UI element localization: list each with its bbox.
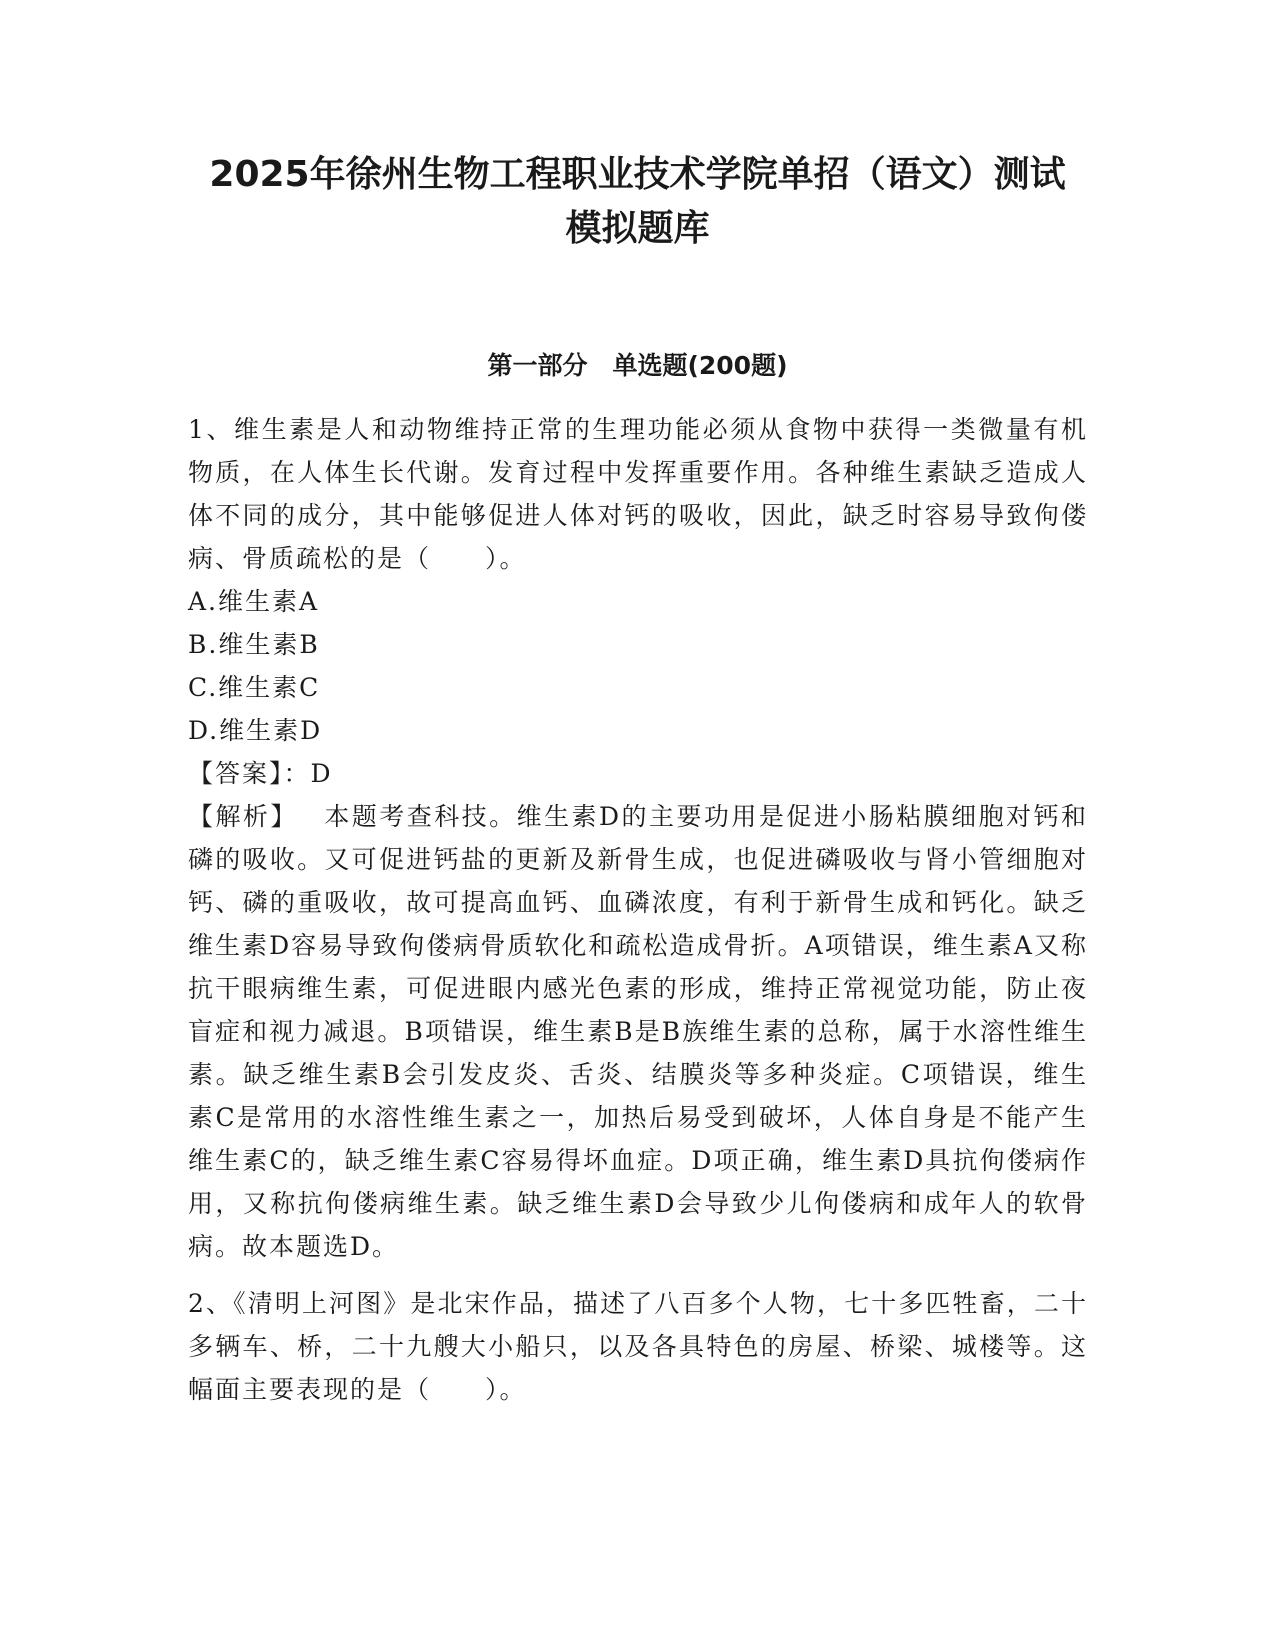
answer-label: 【答案】： xyxy=(188,759,311,788)
document-title xyxy=(150,148,1125,256)
answer-value: D xyxy=(310,759,333,788)
option-a: A.维生素A xyxy=(188,587,320,616)
question-list xyxy=(188,408,1088,1425)
question-stem: 1、维生素是人和动物维持正常的生理功能必须从食物中获得一类微量有机物质，在人体生长代谢。发育过程中发挥重要作用。各种维生素缺乏造成人体不同的成分，其中能够促进人体对钙的吸收，因此，缺乏时容易导致佝偻病、骨质疏松的是（ ）。 xyxy=(188,415,1088,573)
title-line-2: 模拟题库 xyxy=(565,208,710,249)
analysis-text: 本题考查科技。维生素D的主要功用是促进小肠粘膜细胞对钙和磷的吸收。又可促进钙盐的更新及新骨生成，也促进磷吸收与肾小管细胞对钙、磷的重吸收，故可提高血钙、血磷浓度，有利于新骨生成和钙化。缺乏维生素D容易导致佝偻病骨质软化和疏松造成骨折。A项错误，维生素A又称抗干眼病维生素，可促进眼内感光色素的形成，维持正常视觉功能，防止夜盲症和视力减退。B项错误，维生素B是B族维生素的总称，属于水溶性维生素。缺乏维生素B会引发皮炎、舌炎、结膜炎等多种炎症。C项错误，维生素C是常用的水溶性维生素之一，加热后易受到破坏，人体自身是不能产生维生素C的，缺乏维生素C容易得坏血症。D项正确，维生素D具抗佝偻病作用，又称抗佝偻病维生素。缺乏维生素D会导致少儿佝偻病和成年人的软骨病。故本题选D。 xyxy=(188,802,1088,1261)
analysis-label: 【解析】 xyxy=(188,802,298,831)
analysis-paragraph xyxy=(188,795,1088,1268)
question-1 xyxy=(188,408,1088,1268)
answer-line xyxy=(188,752,1088,795)
question-2 xyxy=(188,1282,1088,1411)
question-stem: 2、《清明上河图》是北宋作品，描述了八百多个人物，七十多匹牲畜，二十多辆车、桥，二十九艘大小船只，以及各具特色的房屋、桥梁、城楼等。这幅面主要表现的是（ ）。 xyxy=(188,1289,1088,1404)
option-d: D.维生素D xyxy=(188,716,323,745)
option-b: B.维生素B xyxy=(188,630,320,659)
section-heading: 第一部分 单选题(200题) xyxy=(487,351,788,380)
option-c: C.维生素C xyxy=(188,673,321,702)
title-line-1: 2025年徐州生物工程职业技术学院单招（语文）测试 xyxy=(209,154,1066,195)
